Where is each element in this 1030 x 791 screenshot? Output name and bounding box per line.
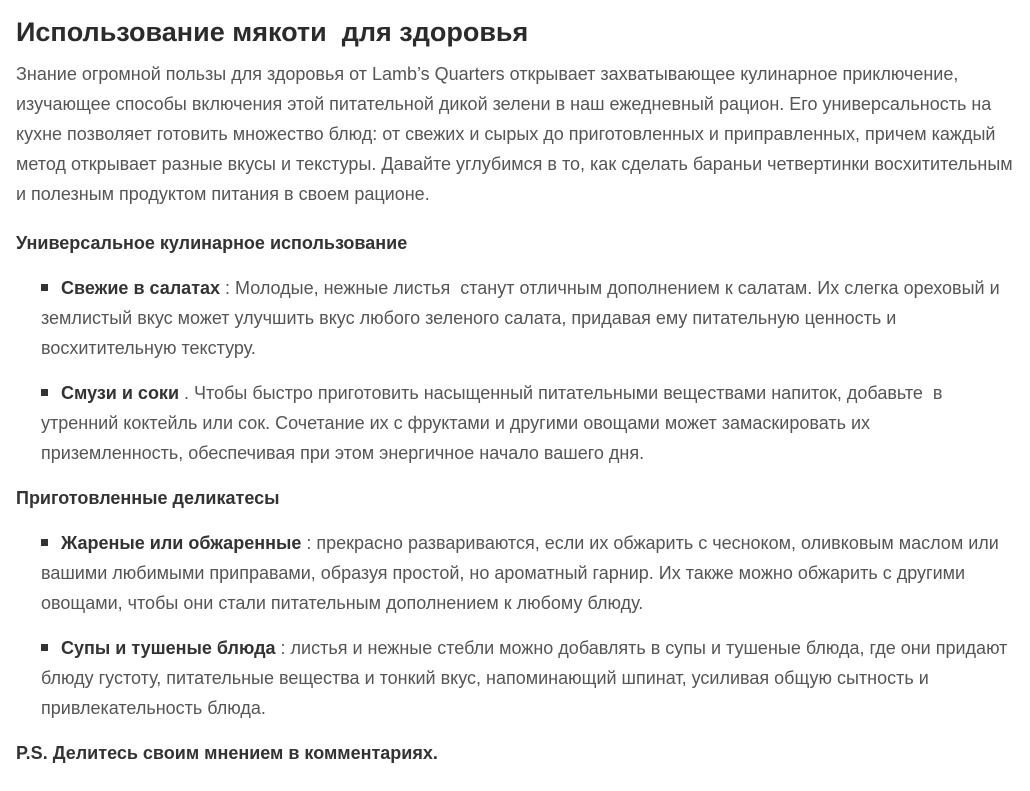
square-bullet-icon xyxy=(41,389,48,396)
section-cooked-delicacies xyxy=(16,483,1016,723)
article xyxy=(16,14,1016,768)
section-culinary-use xyxy=(16,228,1016,468)
page-title: Использование мякоти для здоровья xyxy=(16,17,529,47)
section-heading: Приготовленные деликатесы xyxy=(16,488,280,508)
item-term: Свежие в салатах xyxy=(61,278,221,298)
item-term: Супы и тушеные блюда xyxy=(61,638,276,658)
list-item xyxy=(41,273,1016,363)
list-item xyxy=(41,528,1016,618)
square-bullet-icon xyxy=(41,539,48,546)
square-bullet-icon xyxy=(41,284,48,291)
bullet-list xyxy=(41,528,1016,723)
bullet-list xyxy=(41,273,1016,468)
intro-paragraph: Знание огромной пользы для здоровья от Lamb’s Quarters открывает захватывающее кулинарное приключение, изучающее способы включения этой питательной дикой зелени в наш ежедневный рацион. Его универсальность на кухне позволяет готовить множество блюд: от свежих и сырых до приготовленных и приправленных, причем каждый метод открывает разные вкусы и текстуры. Давайте углубимся в то, как сделать бараньи четвертинки восхитительным и полезным продуктом питания в своем рационе. xyxy=(16,64,1013,204)
item-text: . Чтобы быстро приготовить насыщенный питательными веществами напиток, добавьте в утренний коктейль или сок. Сочетание их с фруктами и другими овощами может замаскировать их приземленность, обеспечивая при этом энергичное начало вашего дня. xyxy=(41,383,948,463)
item-text: : листья и нежные стебли можно добавлять в супы и тушеные блюда, где они придают блюду густоту, питательные вещества и тонкий вкус, напоминающий шпинат, усиливая общую сытность и привлекательность блюда. xyxy=(41,638,1013,718)
item-text: : Молодые, нежные листья станут отличным дополнением к салатам. Их слегка ореховый и землистый вкус может улучшить вкус любого зеленого салата, придавая ему питательную ценность и восхитительную текстуру. xyxy=(41,278,1005,358)
list-item xyxy=(41,633,1016,723)
postscript: P.S. Делитесь своим мнением в комментариях. xyxy=(16,743,438,763)
section-heading: Универсальное кулинарное использование xyxy=(16,233,408,253)
item-term: Смузи и соки xyxy=(61,383,180,403)
list-item xyxy=(41,378,1016,468)
square-bullet-icon xyxy=(41,644,48,651)
item-text: : прекрасно развариваются, если их обжарить с чесноком, оливковым маслом или вашими любимыми приправами, образуя простой, но ароматный гарнир. Их также можно обжарить с другими овощами, чтобы они стали питательным дополнением к любому блюду. xyxy=(41,533,1004,613)
item-term: Жареные или обжаренные xyxy=(61,533,302,553)
